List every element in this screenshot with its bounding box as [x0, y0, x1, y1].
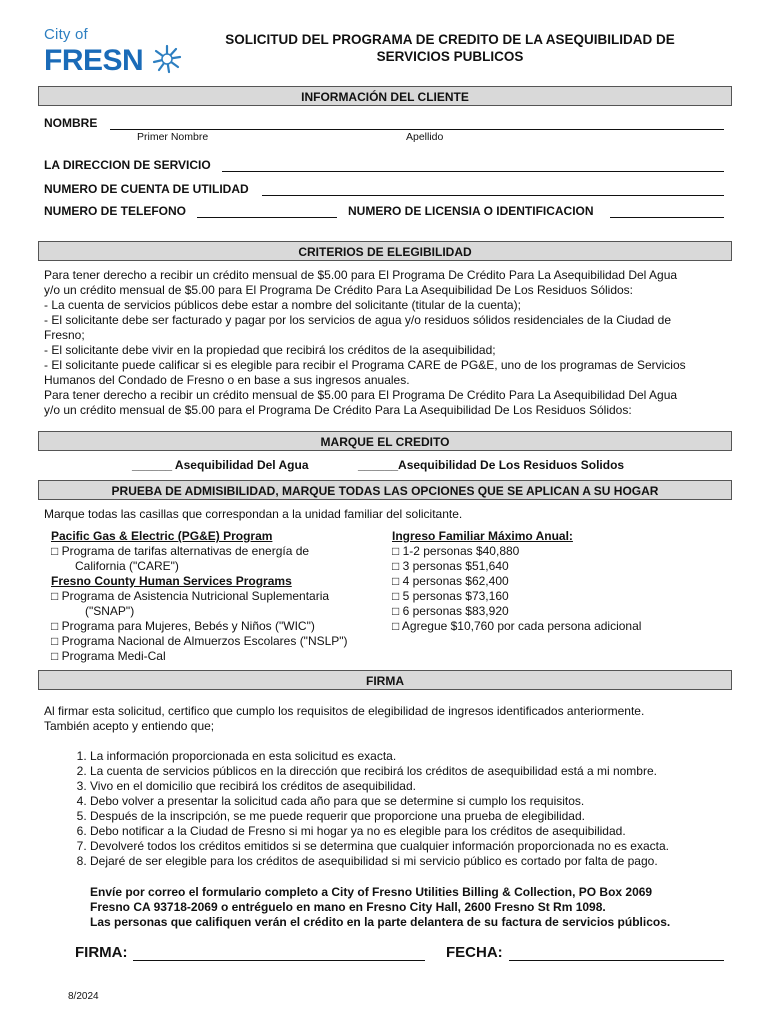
- income-checkbox[interactable]: □ 1-2 personas $40,880: [392, 544, 520, 558]
- signature-field[interactable]: [133, 960, 425, 961]
- phone-field[interactable]: [197, 217, 337, 218]
- income-checkbox[interactable]: □ 4 personas $62,400: [392, 574, 509, 588]
- eligibility-line: - El solicitante debe vivir en la propiedad que recibirá los créditos de la asequibilidad;: [44, 343, 496, 357]
- programs-column: [51, 529, 348, 664]
- eligibility-header: CRITERIOS DE ELEGIBILIDAD: [38, 241, 732, 261]
- eligibility-line: Fresno;: [44, 328, 85, 342]
- list-item: 1. La información proporcionada en esta solicitud es exacta.: [90, 749, 669, 764]
- income-column: [392, 529, 641, 634]
- signature-header: FIRMA: [38, 670, 732, 690]
- phone-label: NUMERO DE TELEFONO: [44, 204, 187, 218]
- income-checkbox[interactable]: □ Agregue $10,760 por cada persona adicional: [392, 619, 642, 633]
- signature-intro: [44, 704, 734, 734]
- list-item: 6. Debo notificar a la Ciudad de Fresno si mi hogar ya no es elegible para los créditos de asequibilidad.: [90, 824, 669, 839]
- eligibility-line: Para tener derecho a recibir un crédito mensual de $5.00 para El Programa De Crédito Para La Asequibilidad Del Agua: [44, 268, 678, 282]
- eligibility-text: [44, 268, 734, 418]
- income-checkbox[interactable]: □ 6 personas $83,920: [392, 604, 509, 618]
- title-line-2: SERVICIOS PUBLICOS: [376, 49, 524, 64]
- service-address-label: LA DIRECCION DE SERVICIO: [44, 158, 211, 172]
- eligibility-line: - La cuenta de servicios públicos debe estar a nombre del solicitante (titular de la cuenta);: [44, 298, 521, 312]
- document-title: [200, 31, 700, 65]
- credit-header: MARQUE EL CREDITO: [38, 431, 732, 451]
- last-name-caption: Apellido: [406, 131, 444, 143]
- utility-account-field[interactable]: [262, 195, 724, 196]
- mailing-instructions: [90, 885, 670, 930]
- name-label: NOMBRE: [44, 116, 98, 130]
- revision-date: 8/2024: [68, 991, 99, 1002]
- medi-cal-checkbox[interactable]: □ Programa Medi-Cal: [51, 649, 166, 663]
- proof-header: PRUEBA DE ADMISIBILIDAD, MARQUE TODAS LAS OPCIONES QUE SE APLICAN A SU HOGAR: [38, 480, 732, 500]
- city-of-fresno-logo: [44, 26, 184, 76]
- list-item: 7. Devolveré todos los créditos emitidos si se determina que cualquier información proporcionada no es exacta.: [90, 839, 669, 854]
- signature-intro-line: También acepto y entiendo que;: [44, 719, 215, 733]
- firma-label: FIRMA:: [75, 944, 128, 961]
- waste-credit-option[interactable]: ______Asequibilidad De Los Residuos Solidos: [358, 458, 625, 472]
- income-heading: Ingreso Familiar Máximo Anual:: [392, 529, 573, 543]
- list-item: 5. Después de la inscripción, se me puede requerir que proporcione una prueba de elegibilidad.: [90, 809, 669, 824]
- snap-checkbox[interactable]: □ Programa de Asistencia Nutricional Suplementaria: [51, 589, 330, 603]
- snap-checkbox-cont: ("SNAP"): [85, 604, 135, 618]
- eligibility-line: y/o un crédito mensual de $5.00 para el Programa De Crédito Para La Asequibilidad De Los Residuos Sólidos:: [44, 403, 632, 417]
- income-checkbox[interactable]: □ 3 personas $51,640: [392, 559, 509, 573]
- list-item: 4. Debo volver a presentar la solicitud cada año para que se determine si cumplo los requisitos.: [90, 794, 669, 809]
- list-item: 3. Vivo en el domicilio que recibirá los créditos de asequibilidad.: [90, 779, 669, 794]
- eligibility-line: Humanos del Condado de Fresno o en base a sus ingresos anuales.: [44, 373, 410, 387]
- first-name-caption: Primer Nombre: [137, 131, 209, 143]
- list-item: 8. Dejaré de ser elegible para los créditos de asequibilidad si mi servicio público es cortado por falta de pago.: [90, 854, 669, 869]
- mail-line: Las personas que califiquen verán el crédito en la parte delantera de su factura de servicios públicos.: [90, 915, 671, 929]
- title-line-1: SOLICITUD DEL PROGRAMA DE CREDITO DE LA ASEQUIBILIDAD DE: [225, 32, 675, 47]
- proof-intro: Marque todas las casillas que correspondan a la unidad familiar del solicitante.: [44, 507, 463, 521]
- care-checkbox[interactable]: □ Programa de tarifas alternativas de energía de: [51, 544, 310, 558]
- license-field[interactable]: [610, 217, 724, 218]
- logo-fresno-text: FRESN: [44, 44, 144, 77]
- mail-line: Envíe por correo el formulario completo a City of Fresno Utilities Billing & Collection, PO Box 2069: [90, 885, 653, 899]
- name-field[interactable]: [110, 129, 724, 130]
- eligibility-line: Para tener derecho a recibir un crédito mensual de $5.00 para El Programa De Crédito Para La Asequibilidad Del Agua: [44, 388, 678, 402]
- sunburst-icon: [152, 44, 182, 74]
- service-address-field[interactable]: [222, 171, 724, 172]
- eligibility-line: - El solicitante puede calificar si es elegible para recibir el Programa CARE de PG&E, uno de los programas de Servicios: [44, 358, 686, 372]
- eligibility-line: - El solicitante debe ser facturado y pagar por los servicios de agua y/o residuos sólidos residenciales de la Ciudad de: [44, 313, 672, 327]
- nslp-checkbox[interactable]: □ Programa Nacional de Almuerzos Escolares ("NSLP"): [51, 634, 348, 648]
- signature-intro-line: Al firmar esta solicitud, certifico que cumplo los requisitos de elegibilidad de ingresos identificados anteriormente.: [44, 704, 645, 718]
- utility-account-label: NUMERO DE CUENTA DE UTILIDAD: [44, 182, 249, 196]
- wic-checkbox[interactable]: □ Programa para Mujeres, Bebés y Niños ("WIC"): [51, 619, 315, 633]
- care-checkbox-cont: California ("CARE"): [75, 559, 179, 573]
- customer-info-header: INFORMACIÓN DEL CLIENTE: [38, 86, 732, 106]
- terms-list: [68, 749, 669, 869]
- pge-heading: Pacific Gas & Electric (PG&E) Program: [51, 529, 273, 543]
- fecha-label: FECHA:: [446, 944, 503, 961]
- list-item: 2. La cuenta de servicios públicos en la dirección que recibirá los créditos de asequibilidad está a mi nombre.: [90, 764, 669, 779]
- license-label: NUMERO DE LICENSIA O IDENTIFICACION: [348, 204, 594, 218]
- eligibility-line: y/o un crédito mensual de $5.00 para El Programa De Crédito Para La Asequibilidad De Los Residuos Sólidos:: [44, 283, 634, 297]
- mail-line: Fresno CA 93718-2069 o entréguelo en mano en Fresno City Hall, 2600 Fresno St Rm 1098.: [90, 900, 606, 914]
- logo-city-text: City of: [44, 26, 88, 43]
- income-checkbox[interactable]: □ 5 personas $73,160: [392, 589, 509, 603]
- water-credit-option[interactable]: ______ Asequibilidad Del Agua: [132, 458, 309, 472]
- date-field[interactable]: [509, 960, 724, 961]
- county-heading: Fresno County Human Services Programs: [51, 574, 292, 588]
